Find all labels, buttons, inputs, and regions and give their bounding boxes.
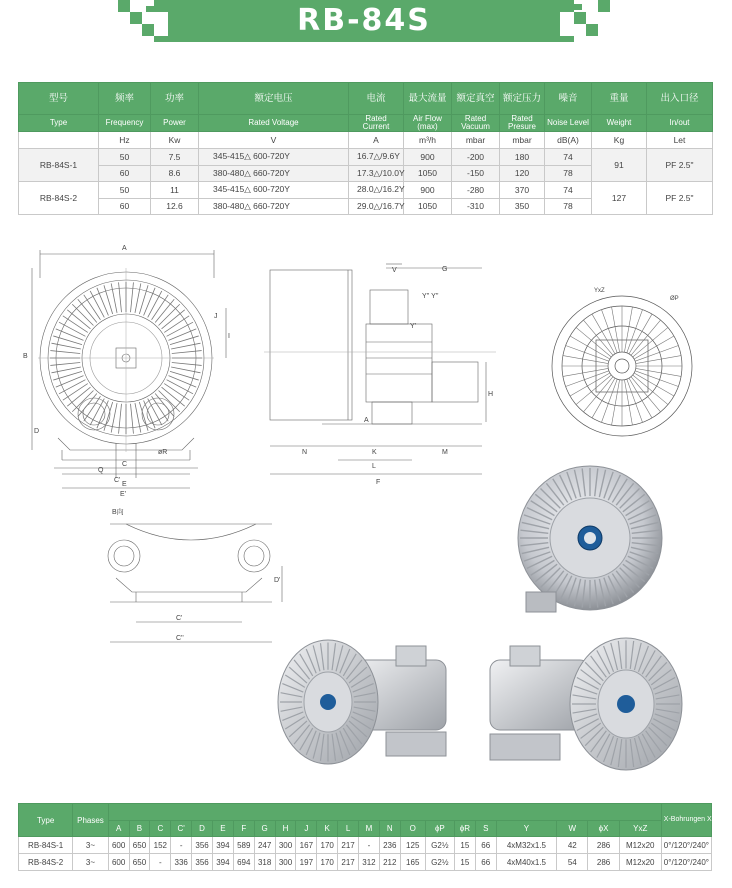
dim-label: N (302, 449, 308, 456)
fin-line (627, 310, 643, 353)
dims-value-cell: M12x20 (619, 854, 661, 871)
fin-line (59, 380, 85, 394)
spec-header-cell: 型号 (19, 83, 99, 115)
dim-label: Q (98, 467, 104, 474)
dims-value-cell: 694 (233, 854, 254, 871)
dims-value-cell: 197 (296, 854, 317, 871)
dims-value-cell: 286 (588, 854, 619, 871)
spec-row (19, 149, 713, 166)
spec-cell: 29.0△/16.7Y (349, 198, 404, 215)
fin-line (635, 345, 678, 361)
dims-value-cell: 54 (557, 854, 588, 871)
dims-value-cell: 300 (275, 854, 296, 871)
front-view-drawing (18, 238, 238, 500)
dims-value-cell: 394 (212, 837, 233, 854)
fin-line (51, 367, 80, 373)
dims-column-header: K (317, 821, 338, 837)
dims-value-cell: - (359, 837, 380, 854)
blower-photo-front (508, 458, 668, 616)
spec-header-cell: 额定压力 (500, 83, 545, 115)
spec-unit-cell: Hz (99, 132, 151, 149)
spec-header-cell: 电流 (349, 83, 404, 115)
spec-inout-cell: PF 2.5" (647, 149, 713, 182)
spec-table (18, 82, 713, 215)
pixel-deco (154, 36, 168, 42)
dim-label: Y'' Y'' (422, 293, 439, 300)
spec-cell: 78 (545, 165, 592, 182)
dims-column-header: B (129, 821, 150, 837)
spec-header-cell: 频率 (99, 83, 151, 115)
dims-phases-cell: 3~ (73, 837, 108, 854)
dims-column-header: ϕX (588, 821, 619, 837)
spec-units-row (19, 132, 713, 149)
dims-column-header: F (233, 821, 254, 837)
dims-column-header: O (400, 821, 425, 837)
dim-label: B向 (112, 509, 124, 516)
dims-value-cell: 286 (588, 837, 619, 854)
spec-header-cell: 功率 (151, 83, 199, 115)
dims-value-cell: 152 (150, 837, 171, 854)
dims-value-cell: 15 (454, 854, 475, 871)
dims-value-cell: 66 (475, 854, 496, 871)
dims-row (19, 854, 712, 871)
dim-label: YxZ (594, 288, 605, 294)
spec-cell: 345-415△ 600-720Y (199, 149, 349, 166)
fin-line (131, 404, 134, 434)
dims-column-header: Y (496, 821, 557, 837)
fin-line (171, 343, 200, 349)
fin-line (167, 380, 193, 394)
spec-cell: 120 (500, 165, 545, 182)
dims-value-cell: 650 (129, 854, 150, 871)
spec-cell: 380-480△ 660-720Y (199, 198, 349, 215)
dim-label: M (442, 449, 448, 456)
spec-cell: 7.5 (151, 149, 199, 166)
spec-unit-cell: Kw (151, 132, 199, 149)
dims-value-cell: 212 (379, 854, 400, 871)
dims-value-cell: 600 (108, 837, 129, 854)
spec-cell: 900 (404, 149, 452, 166)
fin-line (612, 307, 620, 352)
dims-column-header: L (338, 821, 359, 837)
dims-column-header: C' (171, 821, 192, 837)
fin-line (131, 282, 134, 312)
fin-line (51, 343, 80, 349)
spec-header-cell: Power (151, 115, 199, 132)
spec-header-cell: Weight (592, 115, 647, 132)
dim-label: C (122, 461, 128, 468)
spec-header-cell: Rated Voltage (199, 115, 349, 132)
spec-cell: 60 (99, 165, 151, 182)
spec-cell: 28.0△/16.2Y (349, 182, 404, 199)
dim-label: D' (274, 577, 281, 584)
spec-model-cell: RB-84S-2 (19, 182, 99, 215)
dims-value-cell: 167 (296, 837, 317, 854)
dims-value-cell: 217 (338, 837, 359, 854)
dims-value-cell: 4xM40x1.5 (496, 854, 557, 871)
spec-unit-cell: mbar (500, 132, 545, 149)
fin-line (63, 384, 88, 401)
spec-unit-cell: dB(A) (545, 132, 592, 149)
spec-header-cell: 最大流量 (404, 83, 452, 115)
dims-value-cell: M12x20 (619, 837, 661, 854)
pixel-deco (130, 12, 142, 24)
spec-header-cell: 额定真空 (452, 83, 500, 115)
pixel-deco (574, 12, 586, 24)
spec-unit-cell: Kg (592, 132, 647, 149)
dims-column-header: ϕR (454, 821, 475, 837)
fin-line (135, 403, 141, 432)
dim-label: B (23, 353, 28, 360)
fin-line (172, 363, 202, 366)
spec-unit-cell (19, 132, 99, 149)
pixel-deco (586, 24, 598, 36)
dim-label: C'' (176, 635, 184, 642)
pixel-deco (560, 36, 574, 42)
fin-line (601, 379, 617, 422)
spec-unit-cell: m³/h (404, 132, 452, 149)
spec-cell: 900 (404, 182, 452, 199)
dim-label: øR (158, 449, 168, 456)
dims-value-cell: 600 (108, 854, 129, 871)
header-banner (0, 0, 728, 44)
dims-value-cell: 300 (275, 837, 296, 854)
fin-line (164, 384, 189, 401)
dims-phases-cell: 3~ (73, 854, 108, 871)
dims-type-cell: RB-84S-1 (19, 837, 73, 854)
dims-column-header: H (275, 821, 296, 837)
spec-header-cell: Rated Vacuum (452, 115, 500, 132)
pixel-deco (560, 0, 574, 12)
dims-column-header: D (192, 821, 213, 837)
dims-type-cell: RB-84S-2 (19, 854, 73, 871)
dims-column-header: G (254, 821, 275, 837)
spec-header-cell: 额定电压 (199, 83, 349, 115)
spec-header-cell: Type (19, 115, 99, 132)
dims-value-cell: 66 (475, 837, 496, 854)
fin-line (624, 307, 632, 352)
spec-cell: 50 (99, 182, 151, 199)
fin-line (119, 404, 122, 434)
spec-unit-cell: V (199, 132, 349, 149)
fin-line (119, 282, 122, 312)
dims-value-cell: 165 (400, 854, 425, 871)
fin-line (601, 310, 617, 353)
spec-cell: -310 (452, 198, 500, 215)
spec-cell: 370 (500, 182, 545, 199)
dim-label: H (488, 391, 494, 398)
pixel-deco (154, 0, 168, 12)
fin-line (135, 283, 141, 312)
dims-column-header: S (475, 821, 496, 837)
fin-line (624, 380, 632, 425)
spec-cell: 350 (500, 198, 545, 215)
blower-photo-right (480, 630, 688, 780)
dims-value-cell: 236 (379, 837, 400, 854)
spec-header-cell: Frequency (99, 115, 151, 132)
dims-value-cell: 170 (317, 854, 338, 871)
dims-header-cell (108, 804, 661, 821)
fin-line (612, 380, 620, 425)
dims-value-cell: 589 (233, 837, 254, 854)
blower-photo-left (276, 630, 468, 770)
spec-cell: 74 (545, 149, 592, 166)
dims-value-cell: 336 (171, 854, 192, 871)
fin-line (636, 356, 681, 364)
dim-label: V (392, 267, 397, 274)
dims-value-cell: 4xM32x1.5 (496, 837, 557, 854)
dim-label: A (122, 245, 127, 252)
grid-view-drawing (544, 284, 700, 444)
pixel-deco (574, 4, 582, 10)
spec-model-cell: RB-84S-1 (19, 149, 99, 182)
dims-header-cell: X-Bohrungen X-Holes (661, 804, 711, 837)
fin-line (566, 371, 609, 387)
fin-line (111, 283, 117, 312)
fin-line (84, 295, 101, 320)
dim-label: G (442, 266, 448, 273)
pixel-deco (146, 6, 154, 12)
fin-line (164, 316, 189, 333)
dims-column-header: ϕP (425, 821, 454, 837)
spec-unit-cell: mbar (452, 132, 500, 149)
dims-value-cell: 394 (212, 854, 233, 871)
dims-value-cell: 318 (254, 854, 275, 871)
dims-header-row (19, 804, 712, 821)
spec-weight-cell: 91 (592, 149, 647, 182)
spec-weight-cell: 127 (592, 182, 647, 215)
fin-line (172, 351, 202, 354)
dims-column-row (19, 821, 712, 837)
spec-header-cell: 出入口径 (647, 83, 713, 115)
spec-cell: 11 (151, 182, 199, 199)
pixel-deco (142, 24, 154, 36)
spec-cell: -280 (452, 182, 500, 199)
fin-line (563, 356, 608, 364)
page-title: RB-84S (297, 3, 431, 38)
dims-column-header: N (379, 821, 400, 837)
dim-label: C' (114, 477, 121, 484)
dims-row (19, 837, 712, 854)
dim-label: C' (176, 615, 183, 622)
spec-cell: 12.6 (151, 198, 199, 215)
dims-column-header: M (359, 821, 380, 837)
pixel-deco (598, 0, 610, 12)
dims-x-cell: 0°/120°/240° (661, 854, 711, 871)
spec-cell: 16.7△/9.6Y (349, 149, 404, 166)
dims-value-cell: 650 (129, 837, 150, 854)
dim-label: E' (120, 491, 127, 498)
spec-header-cell: Air Flow (max) (404, 115, 452, 132)
dims-value-cell: 356 (192, 854, 213, 871)
fin-line (635, 371, 678, 387)
dim-label: D (34, 428, 40, 435)
dims-value-cell: - (150, 854, 171, 871)
dims-value-cell: 356 (192, 837, 213, 854)
spec-cell: 60 (99, 198, 151, 215)
dims-column-header: A (108, 821, 129, 837)
dim-label: L (372, 463, 376, 470)
fin-line (636, 368, 681, 376)
spec-cell: 1050 (404, 165, 452, 182)
pixel-deco (118, 0, 130, 12)
spec-cell: 1050 (404, 198, 452, 215)
dim-label: J (214, 313, 218, 320)
fin-line (90, 291, 104, 317)
dims-column-header: W (557, 821, 588, 837)
fin-line (627, 379, 643, 422)
side-view-drawing (262, 262, 498, 492)
dim-label: I (228, 333, 230, 340)
dims-value-cell: 42 (557, 837, 588, 854)
dims-value-cell: 170 (317, 837, 338, 854)
spec-row (19, 182, 713, 199)
spec-cell: -200 (452, 149, 500, 166)
spec-cell: 74 (545, 182, 592, 199)
spec-cell: 17.3△/10.0Y (349, 165, 404, 182)
bottom-view-drawing (96, 506, 286, 656)
fin-line (171, 367, 200, 373)
spec-header-zh (19, 83, 713, 115)
fin-line (566, 345, 609, 361)
spec-unit-cell: Let (647, 132, 713, 149)
dims-value-cell: G2½ (425, 837, 454, 854)
spec-inout-cell: PF 2.5" (647, 182, 713, 215)
dims-value-cell: G2½ (425, 854, 454, 871)
fin-line (50, 351, 80, 354)
fin-line (167, 322, 193, 336)
dims-header-cell: Phases (73, 804, 108, 837)
spec-header-cell: In/out (647, 115, 713, 132)
spec-cell: -150 (452, 165, 500, 182)
spec-cell: 180 (500, 149, 545, 166)
dims-value-cell: 125 (400, 837, 425, 854)
dims-value-cell: 15 (454, 837, 475, 854)
spec-unit-cell: A (349, 132, 404, 149)
dims-value-cell: 312 (359, 854, 380, 871)
fin-line (152, 295, 169, 320)
spec-cell: 50 (99, 149, 151, 166)
dim-label: ØP (670, 296, 679, 302)
spec-cell: 78 (545, 198, 592, 215)
fin-line (563, 368, 608, 376)
spec-header-cell: 重量 (592, 83, 647, 115)
fin-line (59, 322, 85, 336)
dim-label: K (372, 449, 377, 456)
spec-header-cell: Noise Level (545, 115, 592, 132)
dimension-table (18, 803, 732, 871)
spec-cell: 345-415△ 600-720Y (199, 182, 349, 199)
dims-header-cell: Type (19, 804, 73, 837)
fin-line (111, 403, 117, 432)
dim-label: Y' (410, 323, 417, 330)
dim-label: E (122, 481, 127, 488)
dim-label: A (364, 417, 369, 424)
dims-column-header: C (150, 821, 171, 837)
spec-header-cell: 噪音 (545, 83, 592, 115)
dims-value-cell: 217 (338, 854, 359, 871)
dims-x-cell: 0°/120°/240° (661, 837, 711, 854)
fin-line (63, 316, 88, 333)
spec-header-en (19, 115, 713, 132)
dims-value-cell: - (171, 837, 192, 854)
spec-cell: 380-480△ 660-720Y (199, 165, 349, 182)
fin-line (148, 291, 162, 317)
spec-header-cell: Rated Presure (500, 115, 545, 132)
dims-column-header: E (212, 821, 233, 837)
dims-value-cell: 247 (254, 837, 275, 854)
spec-header-cell: Rated Current (349, 115, 404, 132)
fin-line (50, 363, 80, 366)
dims-column-header: YxZ (619, 821, 661, 837)
dim-label: F (376, 479, 381, 486)
spec-cell: 8.6 (151, 165, 199, 182)
dims-column-header: J (296, 821, 317, 837)
